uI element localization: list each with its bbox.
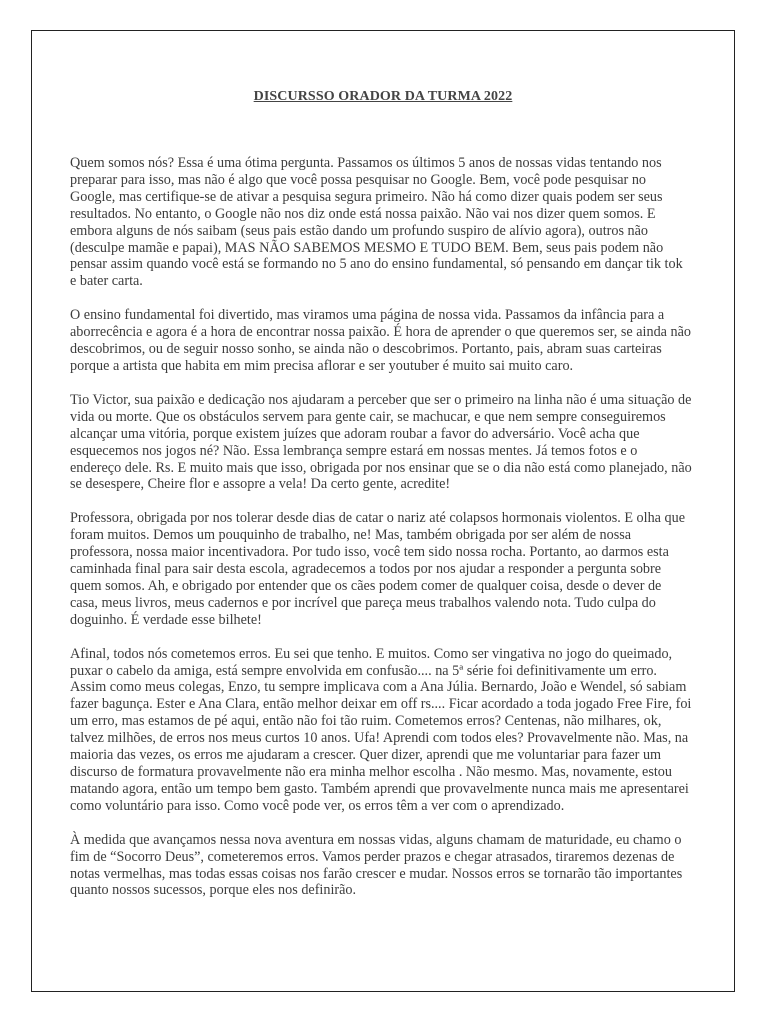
paragraph-professora: Professora, obrigada por nos tolerar desde dias de catar o nariz até colapsos hormonais violentos. E olha que foram muitos. Demos um pouquinho de trabalho, ne! Mas, também obrigada por ser além de nossa professora, nossa maior incentivadora. Por tudo isso, você tem sido nossa rocha. Portanto, ao darmos esta caminhada final para sair desta escola, agradecemos a todos por nos ajudar a responder a pergunta sobre quem somos. Ah, e obrigado por entender que os cães podem comer de qualquer coisa, desde o dever de casa, meus livros, meus cadernos e por incrível que pareça meus trabalhos valendo nota. Tudo culpa do doguinho. É verdade esse bilhete! xyxy=(70,510,685,628)
document-body xyxy=(70,155,692,916)
paragraph-tio-victor: Tio Victor, sua paixão e dedicação nos ajudaram a perceber que ser o primeiro na linha não é uma situação de vida ou morte. Que os obstáculos servem para gente cair, se machucar, e que nem sempre conseguiremos alcançar uma vitória, porque existem juízes que adoram roubar a favor do adversário. Você acha que esquecemos nos jogos né? Não. Essa lembrança sempre estará em nossas mentes. Já temos fotos e o endereço dele. Rs. E muito mais que isso, obrigada por nos ensinar que se o dia não está como planejado, não se desespere, Cheire flor e assopre a vela! Da certo gente, acredite! xyxy=(70,391,692,493)
paragraph-erros: Afinal, todos nós cometemos erros. Eu sei que tenho. E muitos. Como ser vingativa no jogo do queimado, puxar o cabelo da amiga, está sempre envolvida em confusão.... na 5ª série foi definitivamente um erro. Assim como meus colegas, Enzo, tu sempre implicava com a Ana Júlia. Bernardo, João e Wendel, só sabiam fazer bagunça. Ester e Ana Clara, então melhor deixar em off rs.... Ficar acordado a toda jogado Free Fire, foi um erro, mas estamos de pé aqui, então não foi tão ruim. Cometemos erros? Centenas, não milhares, ok, talvez milhões, de erros nos meus curtos 10 anos. Ufa! Aprendi com todos eles? Provavelmente não. Mas, na maioria das vezes, os erros me ajudaram a crescer. Quer dizer, aprendi que me voluntariar para fazer um discurso de formatura provavelmente não era minha melhor escolha . Não mesmo. Mas, novamente, estou matando agora, então um tempo bem gasto. Também aprendi que provavelmente nunca mais me apresentarei como voluntário para isso. Como você pode ver, os erros têm a ver com o aprendizado. xyxy=(70,645,692,814)
paragraph-ensino-fundamental: O ensino fundamental foi divertido, mas viramos uma página de nossa vida. Passamos da infância para a aborrecência e agora é a hora de encontrar nossa paixão. É hora de aprender o que queremos ser, se ainda não descobrimos, ou de seguir nosso sonho, se ainda não o descobrimos. Portanto, pais, abram suas carteiras porque a artista que habita em mim precisa aflorar e ser youtuber é muito sai muito caro. xyxy=(70,307,692,374)
paragraph-conclusao: À medida que avançamos nessa nova aventura em nossas vidas, alguns chamam de maturidade, eu chamo o fim de “Socorro Deus”, cometeremos erros. Vamos perder prazos e chegar atrasados, tiraremos dezenas de notas vermelhas, mas todas essas coisas nos farão crescer e mudar. Nossos erros se tornarão tão importantes quanto nossos sucessos, porque eles nos definirão. xyxy=(70,831,683,899)
document-title: DISCURSSO ORADOR DA TURMA 2022 xyxy=(253,89,513,104)
document-page xyxy=(31,30,735,992)
paragraph-intro: Quem somos nós? Essa é uma ótima pergunta. Passamos os últimos 5 anos de nossas vidas tentando nos preparar para isso, mas não é algo que você possa pesquisar no Google. Bem, você pode pesquisar no Google, mas certifique-se de ativar a pesquisa segura primeiro. Não há como dizer quais podem ser seus resultados. No entanto, o Google não nos diz onde está nossa paixão. Não vai nos dizer quem somos. E embora alguns de nós saibam (seus pais estão dando um profundo suspiro de alívio agora), outros não (desculpe mamãe e papai), MAS NÃO SABEMOS MESMO E TUDO BEM. Bem, seus pais podem não pensar assim quando você está se formando no 5 ano do ensino fundamental, só pensando em dançar tik tok e bater carta. xyxy=(70,155,683,290)
